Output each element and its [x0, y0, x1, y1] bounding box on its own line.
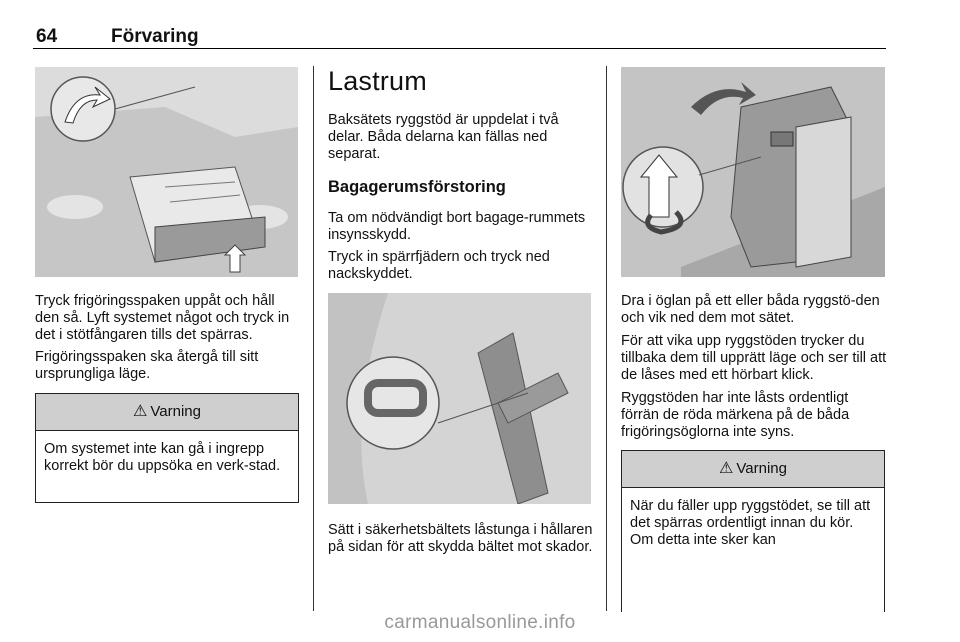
warning-heading: Varning — [736, 460, 787, 477]
paragraph: Sätt i säkerhetsbältets låstunga i hållaren på sidan för att skydda bältet mot skador. — [328, 522, 593, 555]
section-title: Lastrum — [328, 66, 427, 96]
paragraph: Tryck frigöringsspaken uppåt och håll den så. Lyft systemet något och tryck in det i stötfångaren tills det spärras. — [35, 293, 290, 343]
footer-watermark[interactable]: carmanualsonline.info — [384, 612, 576, 633]
paragraph: Dra i öglan på ett eller båda ryggstö-den och vik ned dem mot sätet. — [621, 293, 880, 326]
warning-triangle-icon: ⚠ — [133, 403, 148, 420]
warning-box — [621, 450, 885, 612]
warning-heading: Varning — [150, 403, 201, 420]
subheading: Bagagerumsförstoring — [328, 178, 506, 196]
paragraph: Tryck in spärrfjädern och tryck ned nackskyddet. — [328, 249, 550, 282]
paragraph: Baksätets ryggstöd är uppdelat i två delar. Båda delarna kan fällas ned separat. — [328, 112, 559, 162]
warning-triangle-icon: ⚠ — [719, 460, 734, 477]
warning-header — [622, 451, 884, 488]
paragraph: Frigöringsspaken ska återgå till sitt ursprungliga läge. — [35, 349, 259, 382]
column-divider — [606, 66, 607, 611]
illustration-folding-seatback — [621, 67, 885, 277]
column-divider — [313, 66, 314, 611]
paragraph: Ryggstöden har inte låsts ordentligt förrän de röda märkena på de båda frigöringsöglorna inte syns. — [621, 390, 850, 440]
warning-body: Om systemet inte kan gå i ingrepp korrekt bör du uppsöka en verk-stad. — [44, 441, 281, 474]
warning-body: När du fäller upp ryggstödet, se till att det spärras ordentligt innan du kör. Om detta inte sker kan — [630, 498, 871, 548]
paragraph: Ta om nödvändigt bort bagage-rummets insynsskydd. — [328, 210, 586, 243]
illustration-bike-carrier — [35, 67, 298, 277]
header-rule — [33, 48, 886, 49]
warning-box — [35, 393, 299, 503]
page-number: 64 — [36, 26, 58, 47]
warning-header — [36, 394, 298, 431]
illustration-seat-belt — [328, 293, 591, 504]
paragraph: För att vika upp ryggstöden trycker du tillbaka dem till upprätt läge och ser till att de låses med ett hörbart klick. — [621, 333, 887, 383]
page-title: Förvaring — [111, 26, 199, 47]
